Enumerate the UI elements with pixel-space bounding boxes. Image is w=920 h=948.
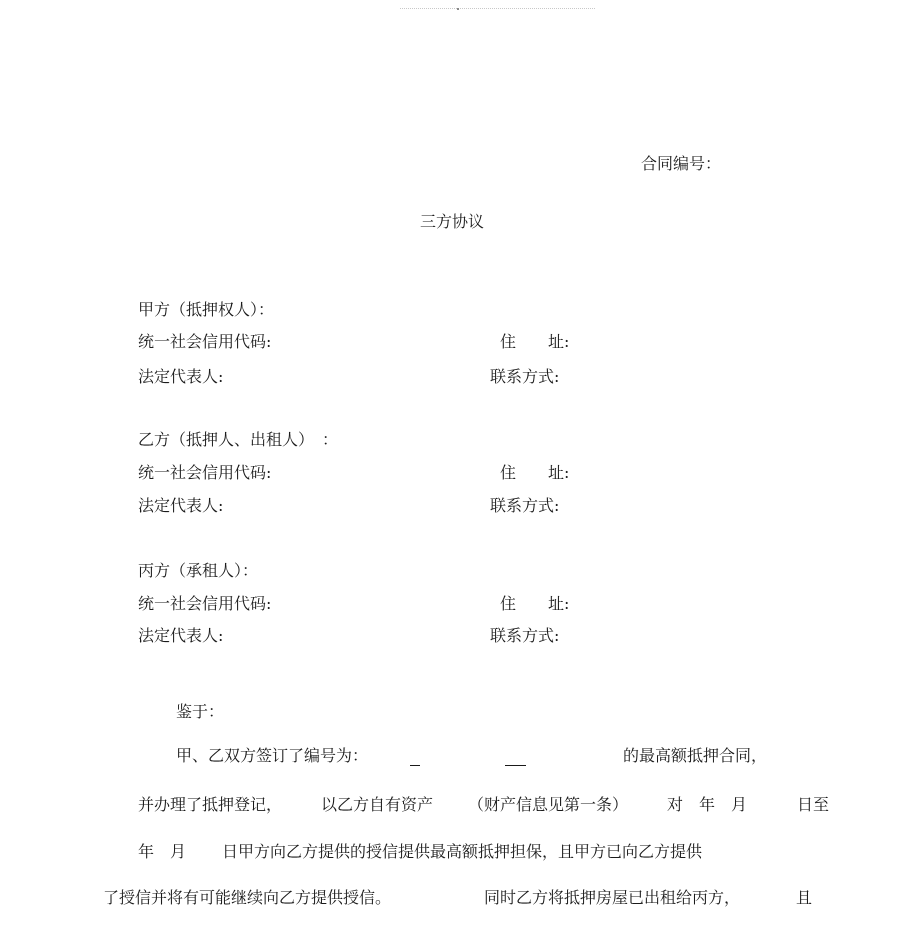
- party-c-contact-label: 联系方式:: [490, 626, 560, 645]
- contract-number-label: 合同编号：: [641, 154, 722, 173]
- paragraph1-start: 甲、乙双方签订了编号为：: [176, 746, 369, 765]
- party-c-rep-label: 法定代表人:: [138, 626, 224, 645]
- paragraph2-part-d: 对 年 月: [667, 795, 748, 814]
- contract-number-blank-1: [410, 765, 420, 766]
- party-b-credit-code-label: 统一社会信用代码:: [138, 463, 272, 482]
- header-dot: [457, 8, 459, 10]
- party-b-rep-label: 法定代表人:: [138, 496, 224, 515]
- paragraph2-part-e: 日至: [797, 795, 830, 814]
- paragraph2-part-c: （财产信息见第一条）: [468, 795, 629, 814]
- paragraph4-part-c: 且: [796, 888, 813, 907]
- paragraph2-part-a: 并办理了抵押登记，: [138, 795, 283, 814]
- party-a-rep-label: 法定代表人:: [138, 367, 224, 386]
- header-rule: [400, 8, 595, 9]
- paragraph4-part-b: 同时乙方将抵押房屋已出租给丙方，: [484, 888, 741, 907]
- paragraph1-end: 的最高额抵押合同，: [623, 746, 768, 765]
- party-a-credit-code-label: 统一社会信用代码:: [138, 332, 272, 351]
- party-c-address-label: 住 址:: [500, 594, 570, 613]
- party-a-address-label: 住 址:: [500, 332, 570, 351]
- party-b-address-label: 住 址:: [500, 463, 570, 482]
- whereas-label: 鉴于：: [176, 702, 225, 721]
- party-a-contact-label: 联系方式:: [490, 367, 560, 386]
- paragraph3-part-a: 年 月: [138, 842, 187, 861]
- document-title: 三方协议: [420, 212, 485, 231]
- party-a-heading: 甲方（抵押权人）：: [138, 300, 275, 319]
- paragraph4-part-a: 了授信并将有可能继续向乙方提供授信。: [103, 888, 392, 907]
- party-b-heading: 乙方（抵押人、出租人） ：: [138, 430, 339, 449]
- party-b-contact-label: 联系方式:: [490, 496, 560, 515]
- party-c-credit-code-label: 统一社会信用代码:: [138, 594, 272, 613]
- contract-number-blank-2: [505, 765, 526, 766]
- paragraph2-part-b: 以乙方自有资产: [321, 795, 434, 814]
- paragraph3-part-b: 日甲方向乙方提供的授信提供最高额抵押担保，且甲方已向乙方提供: [222, 842, 703, 861]
- party-c-heading: 丙方（承租人）：: [138, 561, 259, 580]
